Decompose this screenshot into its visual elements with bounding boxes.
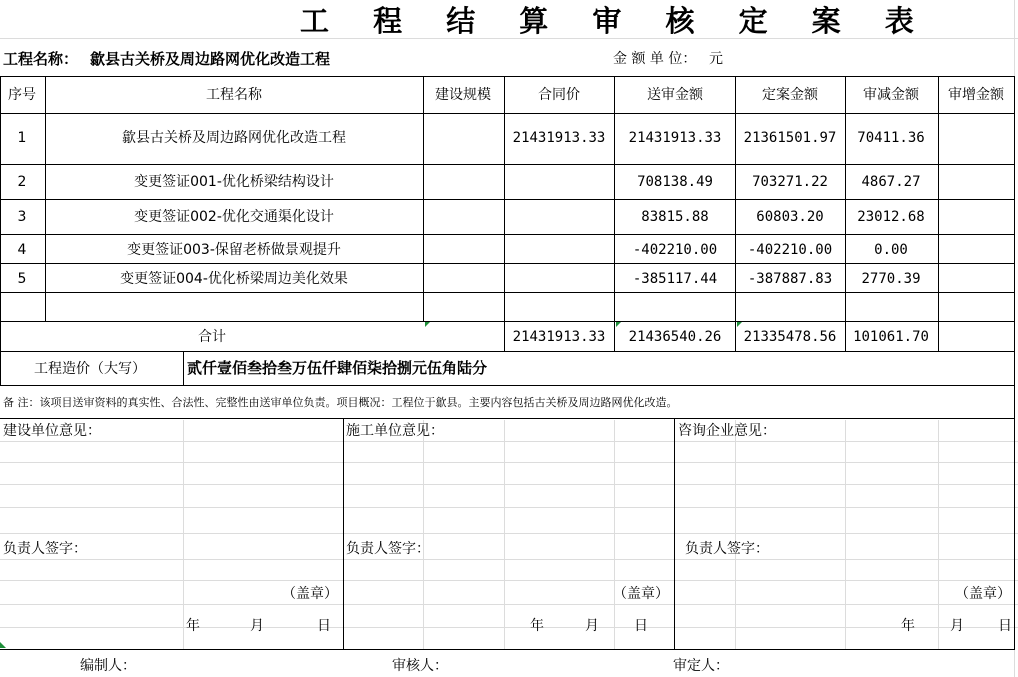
header-reduced: 审减金额 [863,87,919,103]
header-submitted: 送审金额 [647,87,703,103]
gridline [0,533,1018,534]
gridline [183,420,184,650]
owner-day: 日 [317,618,331,634]
row-4-no: 4 [17,242,27,258]
header-no: 序号 [8,87,36,103]
row-1-name: 歙县古关桥及周边路网优化改造工程 [122,130,346,146]
header-project-name: 工程名称 [206,87,262,103]
row-1-no: 1 [17,130,27,146]
owner-seal: （盖章） [282,586,338,602]
cell-marker [0,642,6,648]
table-border [0,351,1014,352]
capital-amount-value: 贰仟壹佰叁拾叁万伍仟肆佰柒拾捌元伍角陆分 [187,359,488,377]
row-5-approved: -387887.83 [747,271,833,287]
contractor-month: 月 [585,618,599,634]
gridline [0,507,1018,508]
row-5-submitted: -385117.44 [632,271,718,287]
total-label: 合计 [198,329,226,345]
cell-marker [425,322,430,327]
row-3-reduced: 23012.68 [857,209,925,225]
table-border [0,263,1014,264]
gridline [0,580,1018,581]
row-2-reduced: 4867.27 [861,174,921,190]
table-border [0,321,1014,322]
contractor-year: 年 [530,618,544,634]
gridline [0,627,1018,628]
row-4-name: 变更签证003-保留老桥做景观提升 [127,242,341,258]
row-1-contract: 21431913.33 [512,130,606,146]
gridline [614,420,615,650]
row-5-name: 变更签证004-优化桥梁周边美化效果 [120,271,348,287]
gridline [735,420,736,650]
gridline [0,441,1018,442]
unit-value: 元 [709,51,723,67]
table-border [0,649,1014,650]
header-approved: 定案金额 [762,87,818,103]
table-border [674,418,675,650]
row-2-name: 变更签证001-优化桥梁结构设计 [134,174,334,190]
table-border [183,351,184,386]
row-2-submitted: 708138.49 [637,174,713,190]
row-2-approved: 703271.22 [752,174,828,190]
approver-label: 审定人： [673,658,729,674]
table-border [0,199,1014,200]
total-approved: 21335478.56 [743,329,837,345]
gridline [0,604,1018,605]
row-3-name: 变更签证002-优化交通渠化设计 [134,209,334,225]
row-3-submitted: 83815.88 [641,209,709,225]
owner-month: 月 [250,618,264,634]
consultant-month: 月 [950,618,964,634]
compiler-label: 编制人： [80,658,136,674]
gridline [0,38,1018,39]
contractor-opinion-title: 施工单位意见： [346,423,444,439]
total-submitted: 21436540.26 [628,329,722,345]
remarks-note: 备 注：该项目送审资料的真实性、合法性、完整性由送审单位负责。项目概况：工程位于歙县。主要内容包括古关桥及周边路网优化改造。 [3,396,678,409]
table-border [0,76,1,386]
capital-amount-label: 工程造价（大写） [34,361,146,377]
table-border [0,292,1014,293]
table-border [0,234,1014,235]
owner-year: 年 [186,618,200,634]
row-3-approved: 60803.20 [756,209,824,225]
table-border [423,76,424,321]
row-4-approved: -402210.00 [747,242,833,258]
consultant-year: 年 [901,618,915,634]
total-contract: 21431913.33 [512,329,606,345]
table-border [1014,76,1015,650]
table-border [0,113,1014,114]
gridline [0,462,1018,463]
consultant-day: 日 [998,618,1012,634]
reviewer-label: 审核人： [392,658,448,674]
table-border [0,164,1014,165]
gridline [423,420,424,650]
table-border [938,76,939,351]
row-4-submitted: -402210.00 [632,242,718,258]
row-4-reduced: 0.00 [874,242,908,258]
row-1-reduced: 70411.36 [857,130,925,146]
contractor-sign-label: 负责人签字： [346,541,430,557]
gridline [845,420,846,650]
row-5-reduced: 2770.39 [861,271,921,287]
header-scale: 建设规模 [435,87,491,103]
owner-sign-label: 负责人签字： [3,541,87,557]
row-5-no: 5 [17,271,27,287]
table-border [0,418,1014,419]
consultant-opinion-title: 咨询企业意见： [678,423,776,439]
table-border [504,76,505,351]
unit-label: 金 额 单 位： [613,51,697,67]
project-name-label: 工程名称： [3,50,79,68]
table-border [45,76,46,321]
gridline [0,559,1018,560]
cell-marker [616,322,621,327]
project-name-value: 歙县古关桥及周边路网优化改造工程 [90,50,331,68]
table-border [0,76,1014,77]
gridline [938,420,939,650]
header-contract-price: 合同价 [538,87,580,103]
consultant-sign-label: 负责人签字： [685,541,769,557]
table-border [343,418,344,650]
contractor-day: 日 [634,618,648,634]
header-increased: 审增金额 [948,87,1004,103]
table-border [735,76,736,351]
table-border [614,76,615,351]
gridline [0,484,1018,485]
consultant-seal: （盖章） [955,586,1011,602]
total-reduced: 101061.70 [853,329,929,345]
table-border [845,76,846,351]
row-1-approved: 21361501.97 [743,130,837,146]
gridline [504,420,505,650]
row-3-no: 3 [17,209,27,225]
owner-opinion-title: 建设单位意见： [3,423,101,439]
contractor-seal: （盖章） [613,586,669,602]
row-2-no: 2 [17,174,27,190]
page-title: 工 程 结 算 审 核 定 案 表 [300,4,931,38]
table-border [0,385,1014,386]
cell-marker [737,322,742,327]
row-1-submitted: 21431913.33 [628,130,722,146]
